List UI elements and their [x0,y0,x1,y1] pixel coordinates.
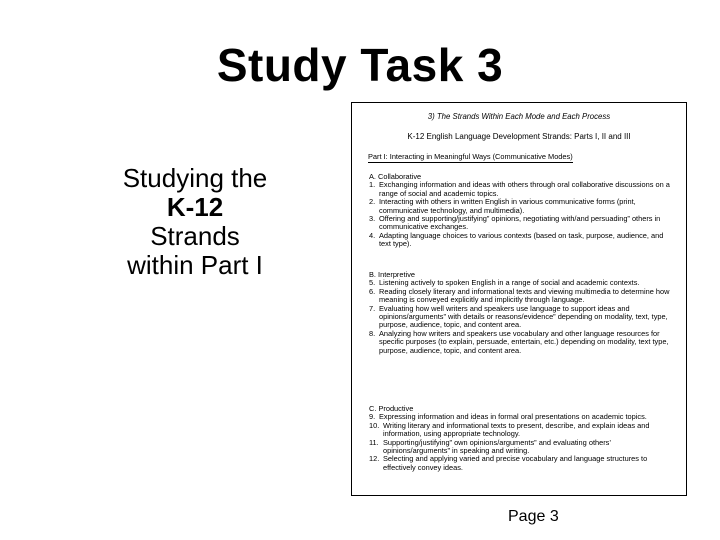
list-item [369,198,671,215]
section-productive [369,405,671,472]
list-item [369,422,671,439]
caption-line-3: Strands [150,221,240,251]
list-item [369,305,671,330]
slide-title: Study Task 3 [216,39,504,91]
page-number: Page 3 [508,508,559,525]
item-number: 1. [369,180,376,190]
item-number: 9. [369,412,376,422]
section-collaborative [369,173,671,249]
item-number: 4. [369,230,376,240]
caption-line-4: within Part I [127,250,263,280]
doc-subheader: K-12 English Language Development Strands: Parts I, II and III [407,132,631,141]
item-number: 5. [369,278,376,288]
list-item [369,439,671,456]
item-text: Interacting with others in written English in various communicative forms (print, communicative technology, and multimedia). [379,197,636,215]
item-number: 2. [369,197,376,207]
item-text: Listening actively to spoken English in a range of social and academic contexts. [379,278,640,288]
item-text: Selecting and applying varied and precise vocabulary and language structures to effectively convey ideas. [383,454,648,472]
item-text: Analyzing how writers and speakers use vocabulary and other language resources for specific purposes (to explain, persuade, entertain, etc.) depending on modality, text type, purpose, audience, topic, and content area. [379,328,669,355]
item-number: 7. [369,303,376,313]
item-number: 11. [369,437,379,447]
item-number: 3. [369,214,376,224]
list-item [369,288,671,305]
list-item [369,232,671,249]
part-title: Part I: Interacting in Meaningful Ways (Communicative Modes) [368,153,573,163]
item-number: 12. [369,454,380,464]
caption-line-1: Studying the [122,163,268,193]
item-number: 8. [369,328,376,338]
item-text: Supporting/justifying” own opinions/arguments” and evaluating others’ opinions/arguments” in speaking and writing. [383,437,611,456]
document-excerpt [351,102,687,496]
section-interpretive [369,271,671,355]
caption-line-2: K-12 [166,192,224,222]
section-title: A. Collaborative [369,172,422,181]
section-title: C. Productive [369,404,414,413]
item-text: Writing literary and informational texts to present, describe, and explain ideas and information, using appropriate technology. [383,420,650,439]
item-text: Evaluating how well writers and speakers use language to support ideas and opinions/arguments” with details or reasons/evidence” depending on modality, text, type, purpose, audience, topic, and content area. [379,303,668,330]
item-number: 6. [369,286,376,296]
list-item [369,455,671,472]
left-caption [100,164,290,280]
list-item [369,181,671,198]
item-text: Expressing information and ideas in formal oral presentations on academic topics. [379,412,647,422]
list-item [369,215,671,232]
item-number: 10. [369,420,380,430]
section-title: B. Interpretive [369,270,416,279]
doc-header: 3) The Strands Within Each Mode and Each Process [427,112,611,121]
list-item [369,330,671,355]
item-text: Adapting language choices to various contexts (based on task, purpose, audience, and text type). [379,230,664,249]
item-text: Exchanging information and ideas with others through oral collaborative discussions on a range of social and academic topics. [379,180,670,198]
item-text: Reading closely literary and informational texts and viewing multimedia to determine how meaning is conveyed explicitly and implicitly through language. [379,286,670,305]
item-text: Offering and supporting/justifying” opinions, negotiating with/and persuading” others in communicative exchanges. [379,214,661,232]
